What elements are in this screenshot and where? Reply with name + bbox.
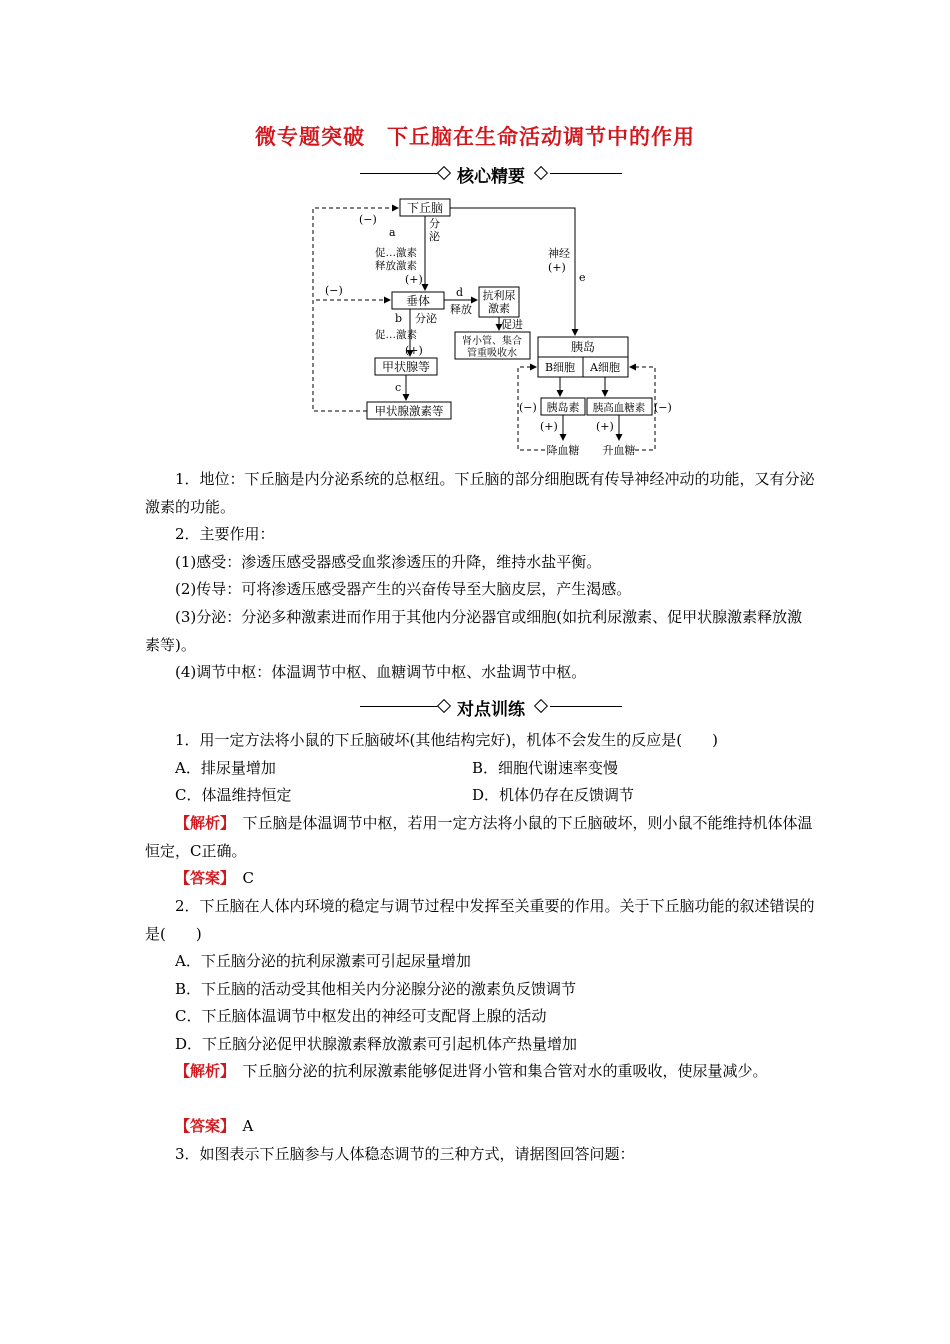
q2-answer-tag: 【答案】 <box>175 1117 228 1135</box>
svg-text:促…激素: 促…激素 <box>375 247 417 259</box>
q3-stem: 3．如图表示下丘脑参与人体稳态调节的三种方式，请据图回答问题： <box>175 1145 635 1163</box>
q1-option-a: A．排尿量增加 <box>175 759 276 777</box>
svg-text:A细胞: A细胞 <box>590 361 620 374</box>
svg-text:(+): (+) <box>596 420 614 433</box>
intro-center: (4)调节中枢：体温调节中枢、血糖调节中枢、水盐调节中枢。 <box>175 663 587 681</box>
pituitary-label: 垂体 <box>405 294 431 308</box>
hypothalamus-label: 下丘脑 <box>406 201 444 215</box>
q2-analysis-tag: 【解析】 <box>175 1062 228 1080</box>
svg-text:抗利尿: 抗利尿 <box>482 289 516 302</box>
svg-text:c: c <box>395 381 402 394</box>
svg-text:管重吸收水: 管重吸收水 <box>467 348 517 359</box>
svg-text:泌: 泌 <box>429 230 440 243</box>
q1-stem: 1．用一定方法将小鼠的下丘脑破坏(其他结构完好)，机体不会发生的反应是( ) <box>175 731 718 749</box>
regulation-diagram <box>305 192 680 460</box>
q1-option-c: C．体温维持恒定 <box>175 786 292 804</box>
svg-text:促进: 促进 <box>501 318 523 331</box>
svg-text:释放: 释放 <box>450 303 472 316</box>
svg-text:(−): (−) <box>519 401 537 414</box>
section-divider-practice <box>360 694 622 718</box>
svg-text:神经: 神经 <box>548 247 570 260</box>
intro-position: 1．地位：下丘脑是内分泌系统的总枢纽。下丘脑的部分细胞既有传导神经冲动的功能，又有分泌激素的功能。 <box>145 470 815 516</box>
svg-text:释放激素: 释放激素 <box>375 260 417 272</box>
svg-text:肾小管、集合: 肾小管、集合 <box>462 336 522 347</box>
intro-sense: (1)感受：渗透压感受器感受血浆渗透压的升降，维持水盐平衡。 <box>175 553 602 571</box>
svg-text:B细胞: B细胞 <box>544 361 576 374</box>
q2-option-a: A．下丘脑分泌的抗利尿激素可引起尿量增加 <box>175 952 471 970</box>
svg-text:(+): (+) <box>405 344 423 357</box>
q2-option-d: D．下丘脑分泌促甲状腺激素释放激素可引起机体产热量增加 <box>175 1035 578 1053</box>
q2-analysis: 【解析】 下丘脑分泌的抗利尿激素能够促进肾小管和集合管对水的重吸收，使尿量减少。 <box>175 1062 768 1080</box>
svg-text:(−): (−) <box>359 213 377 226</box>
svg-text:(−): (−) <box>654 401 672 414</box>
q1-analysis: 【解析】 下丘脑是体温调节中枢，若用一定方法将小鼠的下丘脑破坏，则小鼠不能维持机体体温恒定，C正确。 <box>145 814 813 860</box>
svg-text:促…激素: 促…激素 <box>375 329 417 341</box>
svg-text:甲状腺激素等: 甲状腺激素等 <box>374 404 444 418</box>
svg-text:胰高血糖素: 胰高血糖素 <box>592 402 646 414</box>
q1-analysis-tag: 【解析】 <box>175 814 228 832</box>
q2-stem: 2．下丘脑在人体内环境的稳定与调节过程中发挥至关重要的作用。关于下丘脑功能的叙述错误的是( ) <box>145 897 815 943</box>
svg-text:(+): (+) <box>540 420 558 433</box>
section-heading-practice: 对点训练 <box>457 700 525 720</box>
svg-text:d: d <box>456 286 464 299</box>
svg-text:(+): (+) <box>405 273 423 286</box>
svg-text:e: e <box>579 271 586 284</box>
q2-answer: 【答案】 A <box>175 1117 254 1135</box>
svg-text:甲状腺等: 甲状腺等 <box>381 360 431 374</box>
section-heading-core: 核心精要 <box>457 167 525 187</box>
intro-secrete: (3)分泌：分泌多种激素进而作用于其他内分泌器官或细胞(如抗利尿激素、促甲状腺激素释放激素等)。 <box>145 608 803 654</box>
q2-option-b: B．下丘脑的活动受其他相关内分泌腺分泌的激素负反馈调节 <box>175 980 577 998</box>
svg-text:降血糖: 降血糖 <box>546 444 580 457</box>
section-divider-core <box>360 161 622 185</box>
intro-functions: 2．主要作用： <box>175 525 275 543</box>
page-title: 微专题突破 下丘脑在生命活动调节中的作用 <box>255 125 695 149</box>
svg-text:b: b <box>395 312 403 325</box>
svg-text:分泌: 分泌 <box>415 312 437 325</box>
svg-text:胰岛: 胰岛 <box>570 340 596 354</box>
q1-answer-tag: 【答案】 <box>175 869 228 887</box>
svg-text:(−): (−) <box>325 284 343 297</box>
intro-conduct: (2)传导：可将渗透压感受器产生的兴奋传导至大脑皮层，产生渴感。 <box>175 580 632 598</box>
svg-text:分: 分 <box>429 217 440 230</box>
q1-option-b: B．细胞代谢速率变慢 <box>472 759 619 777</box>
q2-option-c: C．下丘脑体温调节中枢发出的神经可支配肾上腺的活动 <box>175 1007 547 1025</box>
svg-text:激素: 激素 <box>488 302 510 315</box>
svg-text:(+): (+) <box>548 261 566 274</box>
svg-text:a: a <box>389 226 396 239</box>
q1-answer: 【答案】 C <box>175 869 254 887</box>
q1-option-d: D．机体仍存在反馈调节 <box>472 786 635 804</box>
svg-text:升血糖: 升血糖 <box>602 444 636 457</box>
svg-text:胰岛素: 胰岛素 <box>546 401 580 414</box>
